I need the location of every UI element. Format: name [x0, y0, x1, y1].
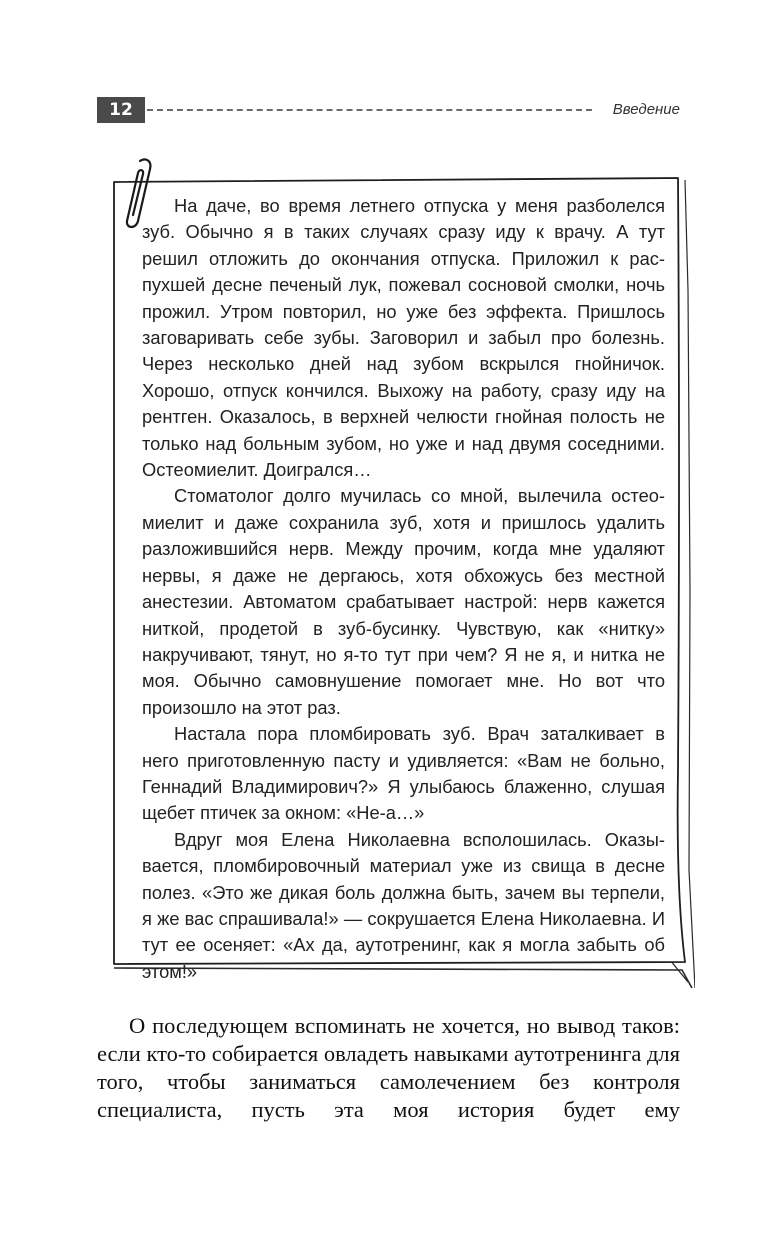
- note-paragraph-2: Стоматолог долго мучилась со мной, вылечила остеомиелит и даже сохранила зуб, хотя и пришлось удалить разложившийся нерв. Между прочим, когда мне удаляют нервы, я даже не дергаюсь, хотя обхожусь без местной анестезии. Автоматом срабатывает настрой: нерв кажется ниткой, продетой в зуб-бусинку. Чувствую, как «нитку» накручивают, тянут, но я-то тут при чем? Я не я, и нитка не моя. Обычно самовнушение помогает мне. Но вот что произошло на этот раз.: [142, 485, 665, 718]
- header-divider: [147, 109, 592, 111]
- body-paragraph: О последующем вспоминать не хочется, но вывод таков: если кто-то собирается овладеть навыками аутотренинга для того, чтобы заниматься самолечением без контроля специалиста, пусть эта моя история будет ему: [97, 1013, 680, 1122]
- section-title: Введение: [612, 101, 680, 118]
- note-paragraph-3: Настала пора пломбировать зуб. Врач заталкивает в него приготовленную пасту и удивляется: «Вам не больно, Геннадий Владимирович?» Я улыбаюсь блаженно, слушая щебет птичек за окном: «Не-а…»: [142, 723, 665, 824]
- note-paragraph-1: На даче, во время летнего отпуска у меня разболелся зуб. Обычно я в таких случаях сразу иду к врачу. А тут решил отложить до окончания отпуска. Приложил к распухшей десне печеный лук, пожевал сосновой смолки, ночь прожил. Утром повторил, но уже без эффекта. Пришлось заговаривать себе зубы. Заговорил и забыл про болезнь. Через несколько дней над зубом вскрылся гнойничок. Хорошо, отпуск кончился. Выхожу на работу, сразу иду на рентген. Оказалось, в верхней челюсти гнойная полость не только над больным зубом, но уже и над двумя соседними. Остеомиелит. Доигрался…: [142, 195, 665, 481]
- note-card: [110, 170, 695, 995]
- note-paragraph-4: Вдруг моя Елена Николаевна всполошилась. Оказывается, пломбировочный материал уже из свища в десне полез. «Это же дикая боль должна быть, зачем вы терпели, я же вас спрашивала!» — сокрушается Елена Николаевна. И тут ее осеняет: «Ах да, аутотренинг, как я могла забыть об этом!»: [142, 828, 665, 982]
- page-header: [97, 97, 680, 123]
- body-text: [97, 1012, 680, 1124]
- note-text: [142, 193, 665, 985]
- page-number: 12: [97, 97, 145, 123]
